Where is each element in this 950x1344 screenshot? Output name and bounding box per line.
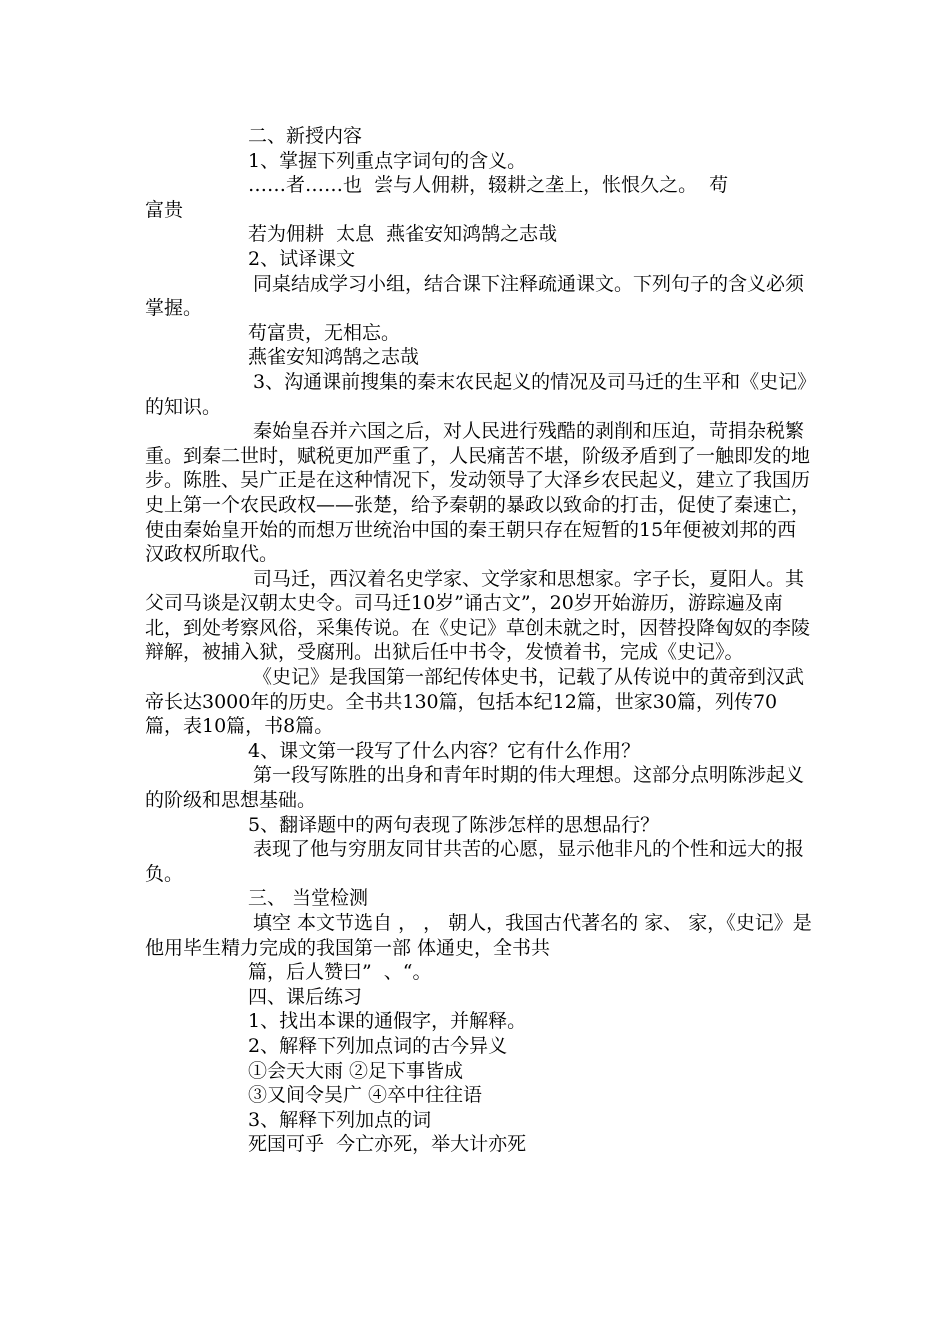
paragraph-tongzhuo: 同桌结成学习小组，结合课下注释疏通课文。下列句子的含义必须掌握。 <box>145 272 805 320</box>
question-4: 4、课文第一段写了什么内容？它有什么作用？ <box>248 739 641 762</box>
text-line: 死国可乎 今亡亦死，举大计亦死 <box>248 1133 527 1156</box>
text-line: 2、解释下列加点词的古今异义 <box>248 1034 508 1057</box>
question-5: 5、翻译题中的两句表现了陈涉怎样的思想品行？ <box>248 813 660 836</box>
text-line: ……者……也 尝与人佣耕，辍耕之垄上，怅恨久之。 苟 <box>248 174 729 197</box>
paragraph-shiji: 《史记》是我国第一部纪传体史书，记载了从传说中的黄帝到汉武帝长达3000年的历史。全书共130篇，包括本纪12篇，世家30篇，列传70篇，表10篇，书8篇。 <box>145 666 805 738</box>
fill-blank-end: 篇，后人赞曰” 、“。 <box>248 961 432 984</box>
text-line: 四、课后练习 <box>248 985 363 1008</box>
answer-5: 表现了他与穷朋友同甘共苦的心愿，显示他非凡的个性和远大的报负。 <box>145 838 805 885</box>
text-line: 若为佣耕 太息 燕雀安知鸿鹄之志哉 <box>248 223 558 246</box>
document-page <box>145 124 815 1157</box>
text-line: 苟富贵，无相忘。 <box>248 321 401 344</box>
paragraph-qin: 秦始皇吞并六国之后，对人民进行残酷的剥削和压迫，苛捐杂税繁重。到秦二世时，赋税更加严重了，人民痛苦不堪，阶级矛盾到了一触即发的地步。陈胜、吴广正是在这种情况下，发动领导了大泽乡农民起义，建立了我国历史上第一个农民政权——张楚，给予秦朝的暴政以致命的打击，促使了秦速亡，使由秦始皇开始的而想万世统治中国的秦王朝只存在短暂的15年便被刘邦的西汉政权所取代。 <box>145 420 811 566</box>
text-line: ③又间令吴广 ④卒中往往语 <box>248 1084 483 1107</box>
text-line: ①会天大雨 ②足下事皆成 <box>248 1059 464 1082</box>
line-group-2 <box>145 321 815 370</box>
text-line: 3、解释下列加点的词 <box>248 1108 432 1131</box>
line-group-3 <box>145 985 815 1157</box>
paragraph-sima: 司马迁，西汉着名史学家、文学家和思想家。字子长，夏阳人。其父司马谈是汉朝太史令。司马迁10岁”诵古文”，20岁开始游历，游踪遍及南北，到处考察风俗，采集传说。在《史记》草创未就之时，因替投降匈奴的李陵辩解，被捕入狱，受腐刑。出狱后任中书令，发愤着书，完成《史记》。 <box>145 567 811 664</box>
fill-blank-paragraph: 填空 本文节选自 ， ， 朝人，我国古代著名的 家、 家，《史记》是他用毕生精力完成的我国第一部 体通史，全书共 <box>145 912 812 959</box>
section-3-title: 三、 当堂检测 <box>248 887 369 910</box>
text-line: 燕雀安知鸿鹄之志哉 <box>248 346 420 369</box>
text-line: 1、找出本课的通假字，并解释。 <box>248 1010 527 1033</box>
text-line: 二、新授内容 <box>248 125 363 147</box>
answer-4: 第一段写陈胜的出身和青年时期的伟大理想。这部分点明陈涉起义的阶级和思想基础。 <box>145 764 805 812</box>
text-line: 1、掌握下列重点字词句的含义。 <box>248 149 527 172</box>
text-line: 富贵 <box>145 198 184 221</box>
paragraph-goutong: 3、沟通课前搜集的秦末农民起义的情况及司马迁的生平和《史记》的知识。 <box>145 370 807 418</box>
line-group-1 <box>145 124 815 272</box>
text-line: 2、试译课文 <box>248 247 356 270</box>
